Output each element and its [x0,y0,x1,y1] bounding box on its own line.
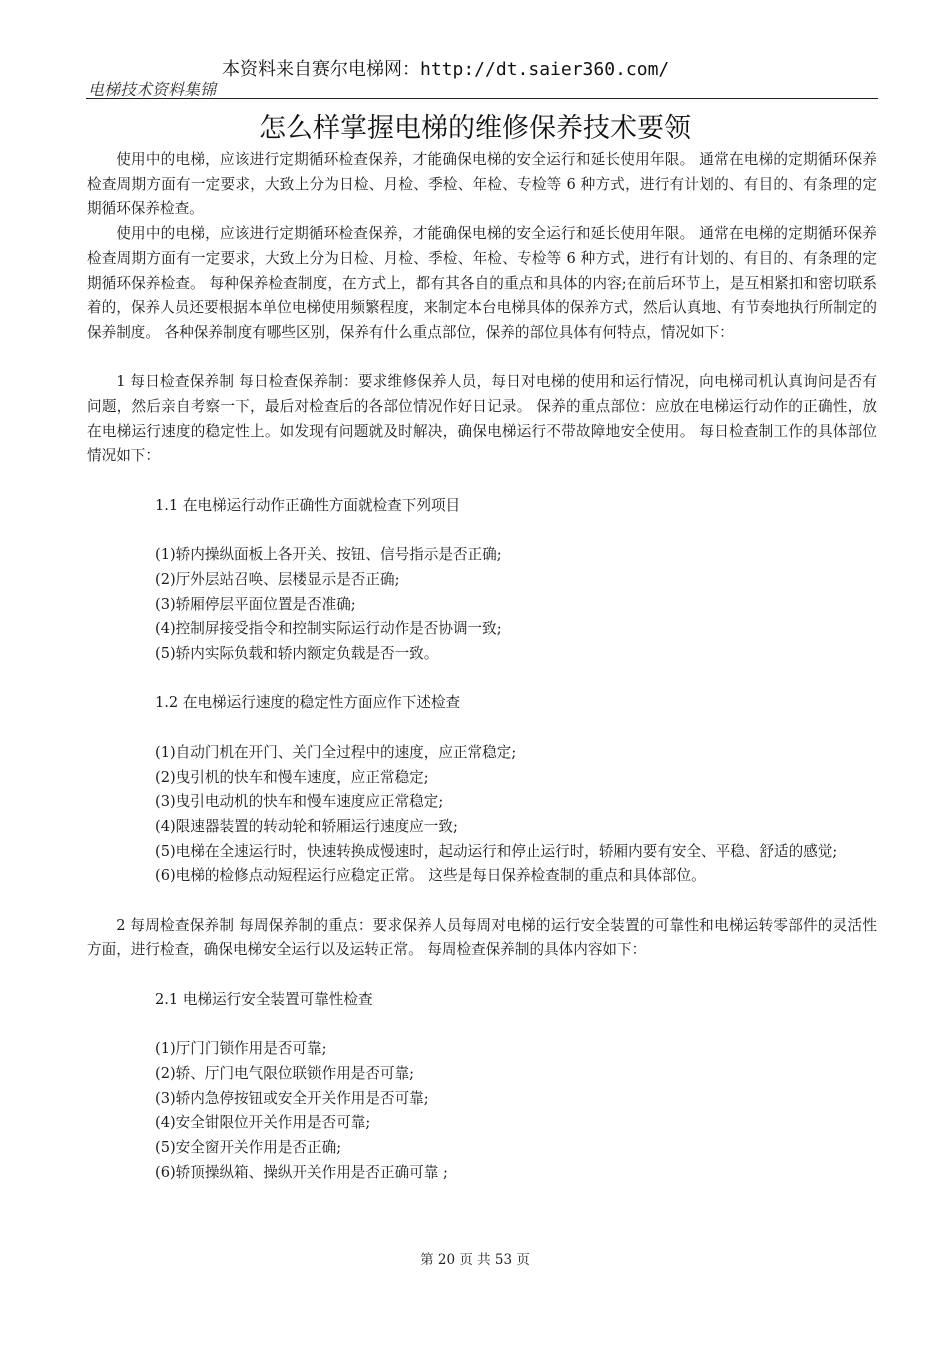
list-item: (4)限速器装置的转动轮和轿厢运行速度应一致; [155,817,458,835]
spacer [87,963,877,988]
list-item: (2)厅外层站召唤、层楼显示是否正确; [155,570,400,588]
list-item: (2)曳引机的快车和慢车速度，应正常稳定; [155,768,429,786]
document-body [87,148,877,1185]
section-1-1-heading: 1.1 在电梯运行动作正确性方面就检查下列项目 [155,496,461,514]
list-item: (1)自动门机在开门、关门全过程中的速度，应正常稳定; [155,743,517,761]
list-item: (6)轿顶操纵箱、操纵开关作用是否正确可靠 ; [155,1163,448,1181]
header-divider [86,98,878,99]
spacer [87,519,877,544]
list-item: (4)安全钳限位开关作用是否可靠; [155,1114,371,1132]
spacer [87,1013,877,1038]
section-1-paragraph: 1 每日检查保养制 每日检查保养制：要求维修保养人员，每日对电梯的使用和运行情况，向电梯司机认真询问是否有问题，然后亲自考察一下，最后对检查后的各部位情况作好日记录。 保养的重点部位：应放在电梯运行动作的正确性，放在电梯运行速度的稳定性上。如发现有问题就及时解决，确保电梯运行不带故障地安全使用。 每日检查制工作的具体部位情况如下： [87,373,877,465]
page-title: 怎么样掌握电梯的维修保养技术要领 [259,113,691,144]
list-item: (1)厅门门锁作用是否可靠; [155,1040,327,1058]
list-item: (3)轿内急停按钮或安全开关作用是否可靠; [155,1089,429,1107]
collection-title: 电梯技术资料集锦 [88,80,217,99]
spacer [87,667,877,692]
list-item: (6)电梯的检修点动短程运行应稳定正常。 这些是每日保养检查制的重点和具体部位。 [155,867,706,885]
spacer [87,469,877,494]
list-item: (5)轿内实际负载和轿内额定负载是否一致。 [155,645,439,663]
spacer [87,716,877,741]
list-item: (3)曳引电动机的快车和慢车速度应正常稳定; [155,793,444,811]
list-item: (5)安全窗开关作用是否正确; [155,1139,342,1156]
intro-paragraph-1: 使用中的电梯，应该进行定期循环检查保养，才能确保电梯的安全运行和延长使用年限。 通常在电梯的定期循环保养检查周期方面有一定要求，大致上分为日检、月检、季检、年检、专检等 6 种方式，进行有计划的、有目的、有条理的定期循环保养检查。 [87,151,877,218]
list-item: (1)轿内操纵面板上各开关、按钮、信号指示是否正确; [155,546,502,564]
section-2-paragraph: 2 每周检查保养制 每周保养制的重点：要求保养人员每周对电梯的运行安全装置的可靠性和电梯运转零部件的灵活性方面，进行检查，确保电梯安全运行以及运转正常。 每周检查保养制的具体内容如下： [87,916,877,959]
page-number: 第 20 页 共 53 页 [420,1252,530,1268]
list-item: (3)轿厢停层平面位置是否准确; [155,595,356,613]
source-url-line: 本资料来自赛尔电梯网：http://dt.saier360.com/ [222,59,670,80]
spacer [87,889,877,914]
list-item: (2)轿、厅门电气限位联锁作用是否可靠; [155,1064,415,1082]
list-item: (4)控制屏接受指令和控制实际运行动作是否协调一致; [155,620,502,638]
section-1-2-heading: 1.2 在电梯运行速度的稳定性方面应作下述检查 [155,694,461,712]
list-item: (5)电梯在全速运行时，快速转换成慢速时，起动运行和停止运行时，轿厢内要有安全、平稳、舒适的感觉; [155,842,838,860]
section-2-1-heading: 2.1 电梯运行安全装置可靠性检查 [155,990,373,1008]
spacer [87,346,877,371]
intro-paragraph-2: 使用中的电梯，应该进行定期循环检查保养，才能确保电梯的安全运行和延长使用年限。 通常在电梯的定期循环保养检查周期方面有一定要求，大致上分为日检、月检、季检、年检、专检等 6 种方式，进行有计划的、有目的、有条理的定期循环保养检查。 每种保养检查制度，在方式上，都有其各自的重点和具体的内容;在前后环节上，是互相紧扣和密切联系着的，保养人员还要根据本单位电梯使用频繁程度，来制定本台电梯具体的保养方式，然后认真地、有节奏地执行所制定的保养制度。 各种保养制度有哪些区别，保养有什么重点部位，保养的部位具体有何特点，情况如下： [87,225,877,341]
